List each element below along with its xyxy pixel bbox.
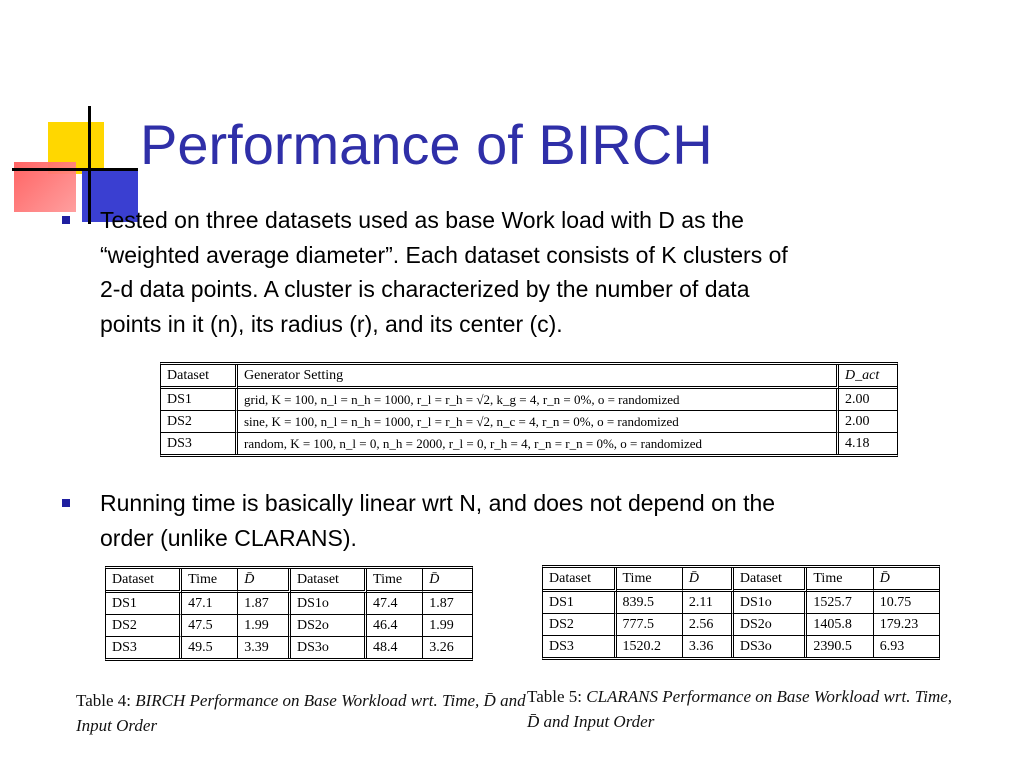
- cell: 3.39: [238, 637, 291, 658]
- bullet-line: order (unlike CLARANS).: [100, 524, 357, 551]
- bullet-text: [100, 203, 962, 341]
- header-dataset: Dataset: [291, 569, 367, 593]
- decoration-horizontal-line: [12, 168, 138, 171]
- table-row: [543, 636, 939, 657]
- bullet-line: Running time is basically linear wrt N, and does not depend on the: [100, 490, 776, 516]
- cell: 10.75: [874, 592, 939, 614]
- cell-dataset: DS2: [161, 411, 238, 433]
- table-row: [106, 637, 472, 658]
- bullet-square-icon: [62, 499, 70, 507]
- caption-label: Table 4:: [76, 691, 131, 710]
- cell: 1.87: [423, 593, 472, 615]
- title-decoration: [0, 0, 150, 220]
- header-d-bar: D̄: [683, 568, 734, 592]
- cell: DS3o: [291, 637, 367, 658]
- bullet-line: “weighted average diameter”. Each dataset consists of K clusters of: [100, 241, 788, 268]
- header-time: Time: [807, 568, 873, 592]
- cell: 777.5: [617, 614, 683, 636]
- cell: DS3: [543, 636, 617, 657]
- cell: 839.5: [617, 592, 683, 614]
- header-dataset: Dataset: [543, 568, 617, 592]
- cell: 2390.5: [807, 636, 873, 657]
- table-header-row: [106, 569, 472, 593]
- header-d-bar: D̄: [423, 569, 472, 593]
- bullet-datasets: [62, 203, 962, 341]
- cell: DS1o: [291, 593, 367, 615]
- cell: 46.4: [367, 615, 423, 637]
- cell: 47.1: [182, 593, 238, 615]
- header-d-bar: D̄: [874, 568, 939, 592]
- cell: 2.11: [683, 592, 734, 614]
- bullet-square-icon: [62, 216, 70, 224]
- caption-text: CLARANS Performance on Base Workload wrt. Time, D̄ and Input Order: [527, 687, 953, 731]
- cell-dataset: DS3: [161, 433, 238, 454]
- cell: 1520.2: [617, 636, 683, 657]
- cell-setting: random, K = 100, n_l = 0, n_h = 2000, r_l = 0, r_h = 4, r_n = r_n = 0%, o = randomized: [238, 433, 839, 454]
- cell-setting: grid, K = 100, n_l = n_h = 1000, r_l = r_h = √2, k_g = 4, r_n = 0%, o = randomized: [238, 389, 839, 411]
- cell: 1.87: [238, 593, 291, 615]
- header-time: Time: [367, 569, 423, 593]
- cell: 49.5: [182, 637, 238, 658]
- cell: 2.56: [683, 614, 734, 636]
- table-header-row: [543, 568, 939, 592]
- cell-d-act: 2.00: [839, 389, 897, 411]
- cell-d-act: 4.18: [845, 435, 870, 451]
- cell: DS1: [106, 593, 182, 615]
- cell-dataset: DS1: [161, 389, 238, 411]
- header-dataset: Dataset: [734, 568, 808, 592]
- generator-settings-table: [160, 362, 898, 457]
- cell: DS2: [543, 614, 617, 636]
- header-dataset: Dataset: [161, 365, 238, 389]
- cell: 179.23: [874, 614, 939, 636]
- bullet-line: Tested on three datasets used as base Work load with D as the: [100, 207, 744, 233]
- cell: 1.99: [238, 615, 291, 637]
- cell: DS1o: [734, 592, 808, 614]
- caption-text: BIRCH Performance on Base Workload wrt. Time, D̄ and Input Order: [76, 691, 526, 735]
- cell: 1405.8: [807, 614, 873, 636]
- table-row: [543, 592, 939, 614]
- table-row: [161, 433, 897, 454]
- cell: 3.36: [683, 636, 734, 657]
- clarans-performance-table: [542, 565, 940, 660]
- table-header-row: [161, 365, 897, 389]
- table4-caption: [76, 688, 531, 738]
- bullet-text: [100, 486, 962, 555]
- header-d-act: D_act: [839, 365, 897, 389]
- cell: DS2o: [291, 615, 367, 637]
- table5-caption: [527, 684, 957, 734]
- cell: DS3o: [734, 636, 808, 657]
- table-row: [161, 389, 897, 411]
- cell: 3.26: [429, 639, 454, 655]
- header-time: Time: [182, 569, 238, 593]
- cell: 1.99: [423, 615, 472, 637]
- header-generator-setting: Generator Setting: [238, 365, 839, 389]
- cell: DS3: [106, 637, 182, 658]
- cell: 1525.7: [807, 592, 873, 614]
- table-row: [543, 614, 939, 636]
- birch-performance-table: [105, 566, 473, 661]
- header-d-bar: D̄: [238, 569, 291, 593]
- cell: 47.4: [367, 593, 423, 615]
- table-row: [161, 411, 897, 433]
- bullet-line: points in it (n), its radius (r), and its center (c).: [100, 310, 563, 337]
- bullet-line: 2-d data points. A cluster is characterized by the number of data: [100, 276, 750, 302]
- header-dataset: Dataset: [106, 569, 182, 593]
- cell: DS2: [106, 615, 182, 637]
- cell-setting: sine, K = 100, n_l = n_h = 1000, r_l = r_h = √2, n_c = 4, r_n = 0%, o = randomized: [238, 411, 839, 433]
- table-row: [106, 615, 472, 637]
- cell: DS1: [543, 592, 617, 614]
- bullet-running-time: [62, 486, 962, 555]
- slide-title: Performance of BIRCH: [140, 113, 713, 176]
- caption-label: Table 5:: [527, 687, 582, 706]
- table-row: [106, 593, 472, 615]
- header-time: Time: [617, 568, 683, 592]
- cell: 6.93: [879, 638, 905, 654]
- cell: 48.4: [367, 637, 423, 658]
- cell: 47.5: [182, 615, 238, 637]
- cell-d-act: 2.00: [839, 411, 897, 433]
- cell: DS2o: [734, 614, 808, 636]
